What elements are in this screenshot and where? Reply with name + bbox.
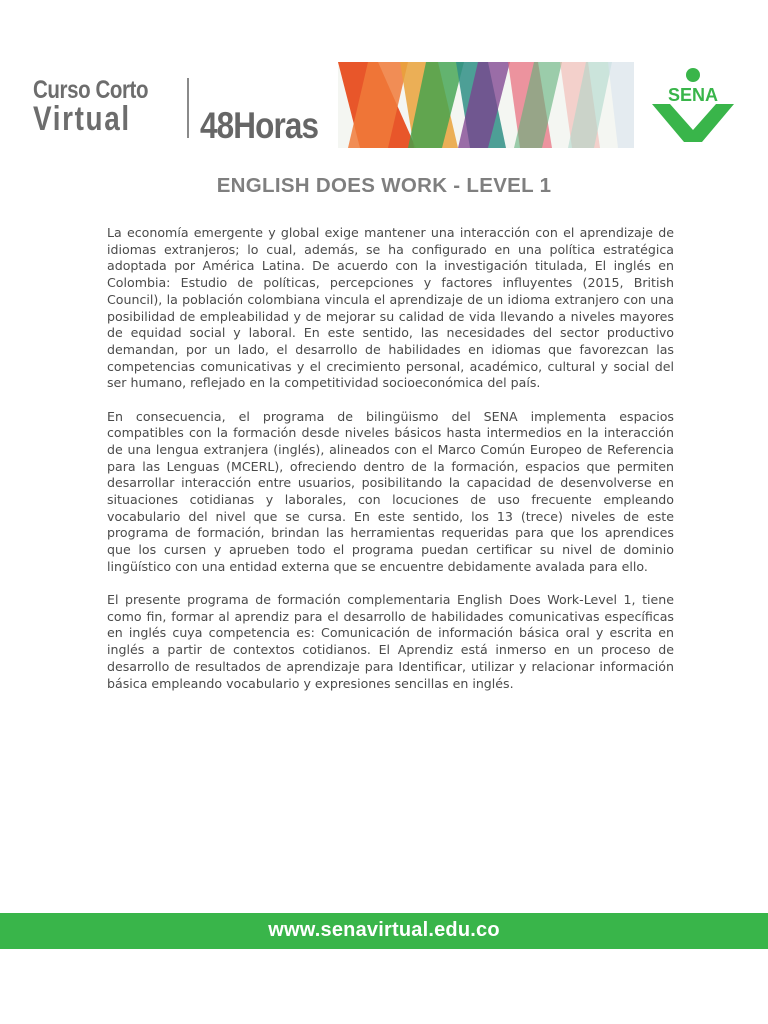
paragraph-bilingual-program: En consecuencia, el programa de bilingüismo del SENA implementa espacios compatibles con la formación desde niveles básicos hasta intermedios en la interacción de una lengua extranjera (inglés), alineados con el Marco Común Europeo de Referencia para las Lenguas (MCERL), ofreciendo dentro de la formación, espacios que permiten desarrollar interacción entre usuarios, posibilitando la capacidad de desenvolverse en situaciones cotidianas y laborales, con locuciones de uso frecuente empleando vocabulario del nivel que se cursa. En este sentido, los 13 (trece) niveles de este programa de formación, brindan las herramientas requeridas para que los aprendices que los cursen y aprueben todo el programa puedan certificar su nivel de dominio lingüístico con una entidad externa que se encuentre debidamente avalada para ello. (107, 408, 674, 574)
paragraph-intro: La economía emergente y global exige mantener una interacción con el aprendizaje de idiomas extranjeros; lo cual, además, se ha configurado en una política estratégica adoptada por América Latina. De acuerdo con la investigación titulada, El inglés en Colombia: Estudio de políticas, percepciones y factores influyentes (2015, British Council), la población colombiana vincula el aprendizaje de un idioma extranjero con una posibilidad de empleabilidad y de mejorar su calidad de vida llevando a niveles mayores de equidad social y laboral. En este sentido, las necesidades del sector productivo demandan, por un lado, el desarrollo de habilidades en idiomas que favorezcan las competencias comunicativas y el crecimiento personal, académico, cultural y social del ser humano, reflejado en la competitividad socioeconómica del país. (107, 225, 674, 391)
sena-logo-text: SENA (667, 85, 719, 105)
decorative-banner (338, 62, 634, 148)
sena-logo-icon (650, 66, 736, 144)
page-title: ENGLISH DOES WORK - LEVEL 1 (216, 174, 552, 197)
paragraph-course-purpose: El presente programa de formación complementaria English Does Work-Level 1, tiene como fin, formar al aprendiz para el desarrollo de habilidades comunicativas específicas en inglés cuya competencia es: Comunicación de información básica oral y escrita en inglés a partir de contextos cotidianos. El Aprendiz está inmerso en un proceso de desarrollo de resultados de aprendizaje para Identificar, utilizar y relacionar información básica empleando vocabulario y expresiones sencillas en inglés. (107, 592, 674, 691)
course-brand (33, 76, 193, 138)
footer-bar (0, 913, 768, 949)
brand-line-curso-corto: Curso Corto (33, 76, 149, 104)
brand-divider (187, 78, 189, 138)
website-link[interactable]: www.senavirtual.edu.co (268, 919, 500, 941)
document-body (107, 225, 674, 709)
course-hours: 48Horas (200, 105, 319, 146)
brand-line-virtual: Virtual (33, 100, 131, 138)
